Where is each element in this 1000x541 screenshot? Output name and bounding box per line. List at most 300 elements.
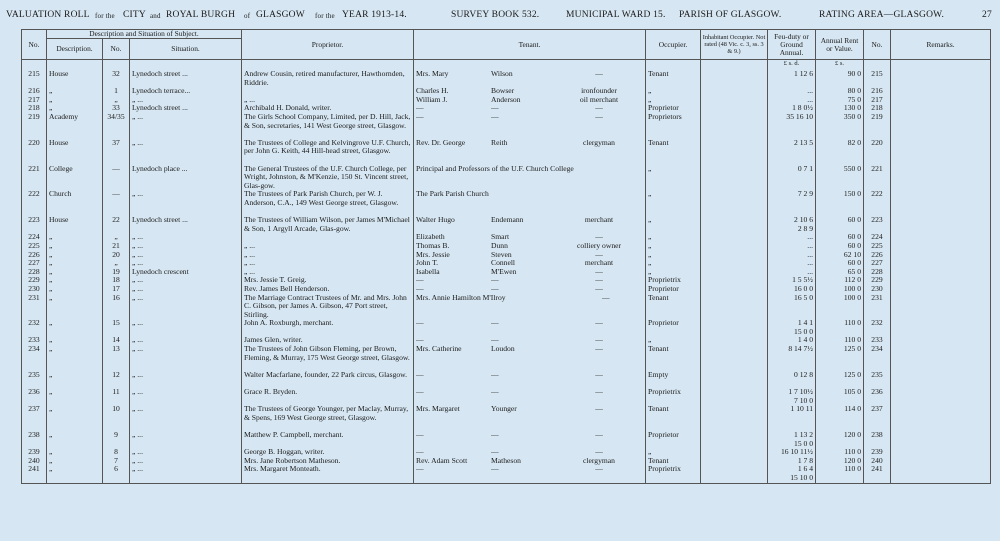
tenant-occupation: clergyman xyxy=(583,456,615,465)
row-inhabitant xyxy=(701,336,768,345)
col-annual-rent: Annual Rent or Value. xyxy=(816,30,864,60)
row-feu-duty: 1 7 8 xyxy=(768,457,816,466)
row-remarks xyxy=(891,465,991,483)
row-number: 20 xyxy=(103,251,130,260)
tenant-forename: Mrs. Margaret xyxy=(416,405,460,414)
row-feu-duty: 0 12 8 xyxy=(768,371,816,388)
row-proprietor: Walter Macfarlane, founder, 22 Park circus, Glasgow. xyxy=(242,371,414,388)
row-annual-rent: 82 0 xyxy=(816,139,864,165)
row-occupier: Tenant xyxy=(646,70,701,87)
row-no: 231 xyxy=(22,294,47,320)
row-occupier: „ xyxy=(646,259,701,268)
tenant-surname: — xyxy=(491,319,499,328)
row-number: — xyxy=(103,190,130,216)
row-no: 229 xyxy=(22,276,47,285)
tenant-surname: — xyxy=(491,370,499,379)
row-occupier: Proprietor xyxy=(646,319,701,336)
row-number: 9 xyxy=(103,431,130,448)
tenant-occupation: oil merchant xyxy=(579,95,619,104)
table-row xyxy=(22,242,991,251)
row-occupier: Proprietrix xyxy=(646,465,701,483)
row-feu-duty: 1 6 4 15 10 0 xyxy=(768,465,816,483)
col-description-group: Description and Situation of Subject. xyxy=(47,30,242,39)
tenant-forename: — xyxy=(416,448,424,457)
row-number: 1 xyxy=(103,87,130,96)
tenant-occupation: — xyxy=(595,250,603,259)
row-annual-rent: 60 0 xyxy=(816,216,864,233)
row-no: 233 xyxy=(22,336,47,345)
row-occupier: „ xyxy=(646,87,701,96)
row-number: 15 xyxy=(103,319,130,336)
tenant-occupation: — xyxy=(595,431,603,440)
row-number: 18 xyxy=(103,276,130,285)
row-proprietor: John A. Roxburgh, merchant. xyxy=(242,319,414,336)
table-row xyxy=(22,431,991,448)
row-tenant xyxy=(414,165,646,191)
row-number: 7 xyxy=(103,457,130,466)
row-no-right: 238 xyxy=(864,431,891,448)
row-tenant xyxy=(414,457,646,466)
tenant-forename: The Park Parish Church xyxy=(416,190,489,199)
row-annual-rent: 65 0 xyxy=(816,268,864,277)
row-situation: „ ... xyxy=(130,259,242,268)
row-number: 10 xyxy=(103,405,130,431)
row-tenant xyxy=(414,190,646,216)
row-description: „ xyxy=(47,465,103,483)
row-feu-duty: 1 12 6 xyxy=(768,70,816,87)
units-row xyxy=(22,60,991,71)
row-feu-duty: ... xyxy=(768,242,816,251)
row-inhabitant xyxy=(701,139,768,165)
tenant-surname: — xyxy=(491,284,499,293)
row-description: College xyxy=(47,165,103,191)
row-situation: „ ... xyxy=(130,190,242,216)
row-inhabitant xyxy=(701,87,768,96)
row-description: „ xyxy=(47,104,103,113)
row-no: 223 xyxy=(22,216,47,233)
tenant-occupation: — xyxy=(595,233,603,242)
row-remarks xyxy=(891,139,991,165)
table-row xyxy=(22,371,991,388)
row-feu-duty: 1 5 5½ xyxy=(768,276,816,285)
row-occupier: Empty xyxy=(646,371,701,388)
row-inhabitant xyxy=(701,388,768,405)
row-no: 221 xyxy=(22,165,47,191)
row-situation: „ ... xyxy=(130,285,242,294)
row-no: 218 xyxy=(22,104,47,113)
tenant-occupation: — xyxy=(595,319,603,328)
tenant-surname: Younger xyxy=(491,405,517,414)
row-proprietor: The Marriage Contract Trustees of Mr. and Mrs. John C. Gibson, per James A. Gibson, 47 Port street, Stirling. xyxy=(242,294,414,320)
row-feu-duty: 16 0 0 xyxy=(768,285,816,294)
tenant-occupation: clergyman xyxy=(583,138,615,147)
row-tenant xyxy=(414,242,646,251)
row-remarks xyxy=(891,285,991,294)
row-number: „ xyxy=(103,233,130,242)
row-occupier: „ xyxy=(646,336,701,345)
row-proprietor: Mrs. Margaret Monteath. xyxy=(242,465,414,483)
row-occupier: Tenant xyxy=(646,294,701,320)
row-description: „ xyxy=(47,87,103,96)
row-situation: „ ... xyxy=(130,336,242,345)
col-tenant: Tenant. xyxy=(414,30,646,60)
row-remarks xyxy=(891,251,991,260)
tenant-occupation: — xyxy=(595,104,603,113)
row-feu-duty: ... xyxy=(768,268,816,277)
row-occupier: Proprietrix xyxy=(646,388,701,405)
col-occupier: Occupier. xyxy=(646,30,701,60)
row-description: „ xyxy=(47,259,103,268)
row-occupier: Proprietrix xyxy=(646,276,701,285)
rating-area: RATING AREA—GLASGOW. xyxy=(819,10,945,20)
row-occupier: „ xyxy=(646,190,701,216)
row-remarks xyxy=(891,431,991,448)
row-remarks xyxy=(891,96,991,105)
row-no-right: 233 xyxy=(864,336,891,345)
row-occupier: Tenant xyxy=(646,405,701,431)
row-remarks xyxy=(891,268,991,277)
tenant-surname xyxy=(574,165,606,174)
row-remarks xyxy=(891,87,991,96)
tenant-surname: — xyxy=(491,448,499,457)
tenant-forename: — xyxy=(416,465,424,474)
tenant-occupation: — xyxy=(595,70,603,78)
row-inhabitant xyxy=(701,216,768,233)
tenant-forename: Mrs. Jessie xyxy=(416,250,450,259)
row-occupier: Proprietor xyxy=(646,285,701,294)
row-tenant xyxy=(414,70,646,87)
row-proprietor: The Trustees of College and Kelvingrove U.F. Church, per John G. Keith, 44 Hill-head street, Glasgow. xyxy=(242,139,414,165)
row-description: „ xyxy=(47,345,103,371)
row-remarks xyxy=(891,294,991,320)
tenant-forename: — xyxy=(416,319,424,328)
row-no-right: 215 xyxy=(864,70,891,87)
row-annual-rent: 110 0 xyxy=(816,336,864,345)
row-occupier: Proprietor xyxy=(646,431,701,448)
row-annual-rent: 120 0 xyxy=(816,431,864,448)
row-no-right: 231 xyxy=(864,294,891,320)
row-tenant xyxy=(414,104,646,113)
row-inhabitant xyxy=(701,190,768,216)
row-inhabitant xyxy=(701,319,768,336)
row-occupier: „ xyxy=(646,242,701,251)
row-situation: Lynedoch street ... xyxy=(130,216,242,233)
row-description: House xyxy=(47,70,103,87)
tenant-forename: — xyxy=(416,104,424,113)
tenant-forename: — xyxy=(416,276,424,285)
row-inhabitant xyxy=(701,405,768,431)
row-number: 32 xyxy=(103,70,130,87)
row-inhabitant xyxy=(701,371,768,388)
row-annual-rent: 350 0 xyxy=(816,113,864,139)
row-no: 232 xyxy=(22,319,47,336)
row-annual-rent: 114 0 xyxy=(816,405,864,431)
tenant-forename: — xyxy=(416,388,424,397)
row-feu-duty: 1 4 0 xyxy=(768,336,816,345)
row-annual-rent: 60 0 xyxy=(816,233,864,242)
row-annual-rent: 60 0 xyxy=(816,242,864,251)
row-description: „ xyxy=(47,457,103,466)
col-no-right: No. xyxy=(864,30,891,60)
row-tenant xyxy=(414,388,646,405)
row-remarks xyxy=(891,259,991,268)
table-row xyxy=(22,457,991,466)
tenant-occupation: — xyxy=(595,388,603,397)
row-description: „ xyxy=(47,276,103,285)
row-inhabitant xyxy=(701,457,768,466)
row-number: 37 xyxy=(103,139,130,165)
table-row xyxy=(22,96,991,105)
table-row xyxy=(22,388,991,405)
row-situation: „ ... xyxy=(130,457,242,466)
row-remarks xyxy=(891,319,991,336)
row-number: 21 xyxy=(103,242,130,251)
row-no: 220 xyxy=(22,139,47,165)
row-inhabitant xyxy=(701,165,768,191)
row-proprietor: Mrs. Jessie T. Greig. xyxy=(242,276,414,285)
row-proprietor xyxy=(242,233,414,242)
row-situation: „ ... xyxy=(130,345,242,371)
row-occupier: „ xyxy=(646,448,701,457)
tenant-occupation: — xyxy=(595,448,603,457)
title-royal-burgh: ROYAL BURGH xyxy=(166,10,236,20)
tenant-surname: — xyxy=(491,104,499,113)
row-inhabitant xyxy=(701,113,768,139)
row-remarks xyxy=(891,70,991,87)
row-description: House xyxy=(47,216,103,233)
tenant-forename: Rev. Adam Scott xyxy=(416,456,468,465)
table-row xyxy=(22,276,991,285)
row-inhabitant xyxy=(701,96,768,105)
row-description: „ xyxy=(47,405,103,431)
row-remarks xyxy=(891,216,991,233)
row-situation: „ ... xyxy=(130,405,242,431)
table-row xyxy=(22,285,991,294)
tenant-surname: Anderson xyxy=(491,95,521,104)
row-occupier: „ xyxy=(646,268,701,277)
row-number: 34/35 xyxy=(103,113,130,139)
row-number: 33 xyxy=(103,104,130,113)
tenant-occupation: — xyxy=(595,112,603,121)
row-no-right: 234 xyxy=(864,345,891,371)
row-annual-rent: 550 0 xyxy=(816,165,864,191)
row-description: „ xyxy=(47,448,103,457)
tenant-surname: — xyxy=(491,112,499,121)
table-row xyxy=(22,113,991,139)
row-number: 11 xyxy=(103,388,130,405)
row-description: Academy xyxy=(47,113,103,139)
row-situation: „ ... xyxy=(130,242,242,251)
table-row xyxy=(22,233,991,242)
tenant-occupation xyxy=(557,190,637,199)
row-no-right: 236 xyxy=(864,388,891,405)
row-description: „ xyxy=(47,294,103,320)
tenant-forename: Mrs. Catherine xyxy=(416,345,462,354)
tenant-occupation: — xyxy=(595,267,603,276)
row-no-right: 225 xyxy=(864,242,891,251)
row-inhabitant xyxy=(701,431,768,448)
row-description: „ xyxy=(47,388,103,405)
row-proprietor: James Glen, writer. xyxy=(242,336,414,345)
row-description: „ xyxy=(47,319,103,336)
tenant-forename: Thomas B. xyxy=(416,241,450,250)
row-feu-duty: 1 10 11 xyxy=(768,405,816,431)
row-tenant xyxy=(414,336,646,345)
row-number: 12 xyxy=(103,371,130,388)
row-description: „ xyxy=(47,371,103,388)
row-no-right: 217 xyxy=(864,96,891,105)
row-no-right: 230 xyxy=(864,285,891,294)
table-row xyxy=(22,319,991,336)
col-remarks: Remarks. xyxy=(891,30,991,60)
row-proprietor: Archibald H. Donald, writer. xyxy=(242,104,414,113)
row-tenant xyxy=(414,319,646,336)
row-annual-rent: 110 0 xyxy=(816,465,864,483)
tenant-surname: Loudon xyxy=(491,345,515,354)
row-remarks xyxy=(891,242,991,251)
row-inhabitant xyxy=(701,345,768,371)
row-number: 14 xyxy=(103,336,130,345)
row-situation: „ ... xyxy=(130,113,242,139)
row-feu-duty: 1 8 0½ xyxy=(768,104,816,113)
tenant-occupation: — xyxy=(595,345,603,354)
row-situation: „ ... xyxy=(130,96,242,105)
row-feu-duty: 16 10 11½ xyxy=(768,448,816,457)
row-no-right: 239 xyxy=(864,448,891,457)
row-no: 238 xyxy=(22,431,47,448)
row-proprietor: Rev. James Bell Henderson. xyxy=(242,285,414,294)
row-proprietor: „ ... xyxy=(242,259,414,268)
row-inhabitant xyxy=(701,448,768,457)
table-row xyxy=(22,465,991,483)
col-feu-duty: Feu-duty or Ground Annual. xyxy=(768,30,816,60)
title-valuation-roll: VALUATION ROLL xyxy=(6,10,90,20)
row-remarks xyxy=(891,113,991,139)
row-annual-rent: 120 0 xyxy=(816,457,864,466)
row-proprietor: The Trustees of William Wilson, per James M'Michael & Son, 1 Argyll Arcade, Glas-gow. xyxy=(242,216,414,233)
tenant-surname xyxy=(506,294,569,303)
row-no-right: 235 xyxy=(864,371,891,388)
tenant-forename: Mrs. Annie Hamilton M'Ilroy xyxy=(416,293,506,302)
tenant-surname: Bowser xyxy=(491,87,515,96)
row-inhabitant xyxy=(701,285,768,294)
tenant-forename: Rev. Dr. George xyxy=(416,138,466,147)
tenant-forename: Elizabeth xyxy=(416,233,445,242)
tenant-surname: Reith xyxy=(491,138,508,147)
row-no: 230 xyxy=(22,285,47,294)
row-no: 237 xyxy=(22,405,47,431)
row-occupier: „ xyxy=(646,251,701,260)
row-number: 13 xyxy=(103,345,130,371)
row-remarks xyxy=(891,457,991,466)
row-situation: Lynedoch street ... xyxy=(130,70,242,87)
row-remarks xyxy=(891,388,991,405)
row-tenant xyxy=(414,233,646,242)
row-number: 6 xyxy=(103,465,130,483)
row-feu-duty: ... xyxy=(768,233,816,242)
row-feu-duty: 2 10 6 2 8 9 xyxy=(768,216,816,233)
row-situation: Lynedoch street ... xyxy=(130,104,242,113)
row-proprietor: Mrs. Jane Robertson Matheson. xyxy=(242,457,414,466)
row-number: 22 xyxy=(103,216,130,233)
row-occupier: Proprietor xyxy=(646,104,701,113)
row-tenant xyxy=(414,465,646,483)
row-situation: „ ... xyxy=(130,465,242,483)
row-tenant xyxy=(414,431,646,448)
row-remarks xyxy=(891,448,991,457)
row-remarks xyxy=(891,336,991,345)
table-row xyxy=(22,268,991,277)
row-feu-duty: 35 16 10 xyxy=(768,113,816,139)
row-inhabitant xyxy=(701,294,768,320)
row-proprietor: The Trustees of Park Parish Church, per W. J. Anderson, C.A., 149 West George street, Glasgow. xyxy=(242,190,414,216)
row-no: 236 xyxy=(22,388,47,405)
row-inhabitant xyxy=(701,276,768,285)
row-number: 16 xyxy=(103,294,130,320)
table-row xyxy=(22,448,991,457)
row-tenant xyxy=(414,251,646,260)
row-remarks xyxy=(891,233,991,242)
row-annual-rent: 110 0 xyxy=(816,319,864,336)
row-annual-rent: 100 0 xyxy=(816,285,864,294)
row-proprietor: „ ... xyxy=(242,268,414,277)
tenant-occupation: — xyxy=(595,465,603,474)
row-situation: „ ... xyxy=(130,294,242,320)
row-annual-rent: 62 10 xyxy=(816,251,864,260)
row-inhabitant xyxy=(701,70,768,87)
row-description: „ xyxy=(47,268,103,277)
row-no: 224 xyxy=(22,233,47,242)
row-occupier: Proprietors xyxy=(646,113,701,139)
row-occupier: Tenant xyxy=(646,457,701,466)
row-situation: „ ... xyxy=(130,431,242,448)
tenant-surname: Dunn xyxy=(491,241,508,250)
row-proprietor: „ ... xyxy=(242,242,414,251)
tenant-occupation: — xyxy=(595,276,603,285)
tenant-surname xyxy=(489,190,557,199)
row-inhabitant xyxy=(701,259,768,268)
row-feu-duty: 16 5 0 xyxy=(768,294,816,320)
row-tenant xyxy=(414,294,646,320)
row-inhabitant xyxy=(701,104,768,113)
row-annual-rent: 105 0 xyxy=(816,388,864,405)
tenant-forename: John T. xyxy=(416,259,439,268)
tenant-forename: — xyxy=(416,370,424,379)
tenant-forename: — xyxy=(416,431,424,440)
row-no-right: 232 xyxy=(864,319,891,336)
row-inhabitant xyxy=(701,268,768,277)
row-situation: „ ... xyxy=(130,276,242,285)
row-proprietor xyxy=(242,87,414,96)
row-tenant xyxy=(414,285,646,294)
row-situation: „ ... xyxy=(130,233,242,242)
table-row xyxy=(22,405,991,431)
row-no: 241 xyxy=(22,465,47,483)
row-description: „ xyxy=(47,251,103,260)
row-no: 217 xyxy=(22,96,47,105)
table-row xyxy=(22,190,991,216)
row-no: 226 xyxy=(22,251,47,260)
row-proprietor: The Trustees of John Gibson Fleming, per Brown, Fleming, & Murray, 175 West George street, Glasgow. xyxy=(242,345,414,371)
row-situation: „ ... xyxy=(130,448,242,457)
tenant-occupation: — xyxy=(602,293,610,302)
table-row xyxy=(22,139,991,165)
title-glasgow: GLASGOW xyxy=(256,10,305,20)
tenant-surname: — xyxy=(491,431,499,440)
row-tenant xyxy=(414,259,646,268)
row-no-right: 224 xyxy=(864,233,891,242)
row-tenant xyxy=(414,96,646,105)
